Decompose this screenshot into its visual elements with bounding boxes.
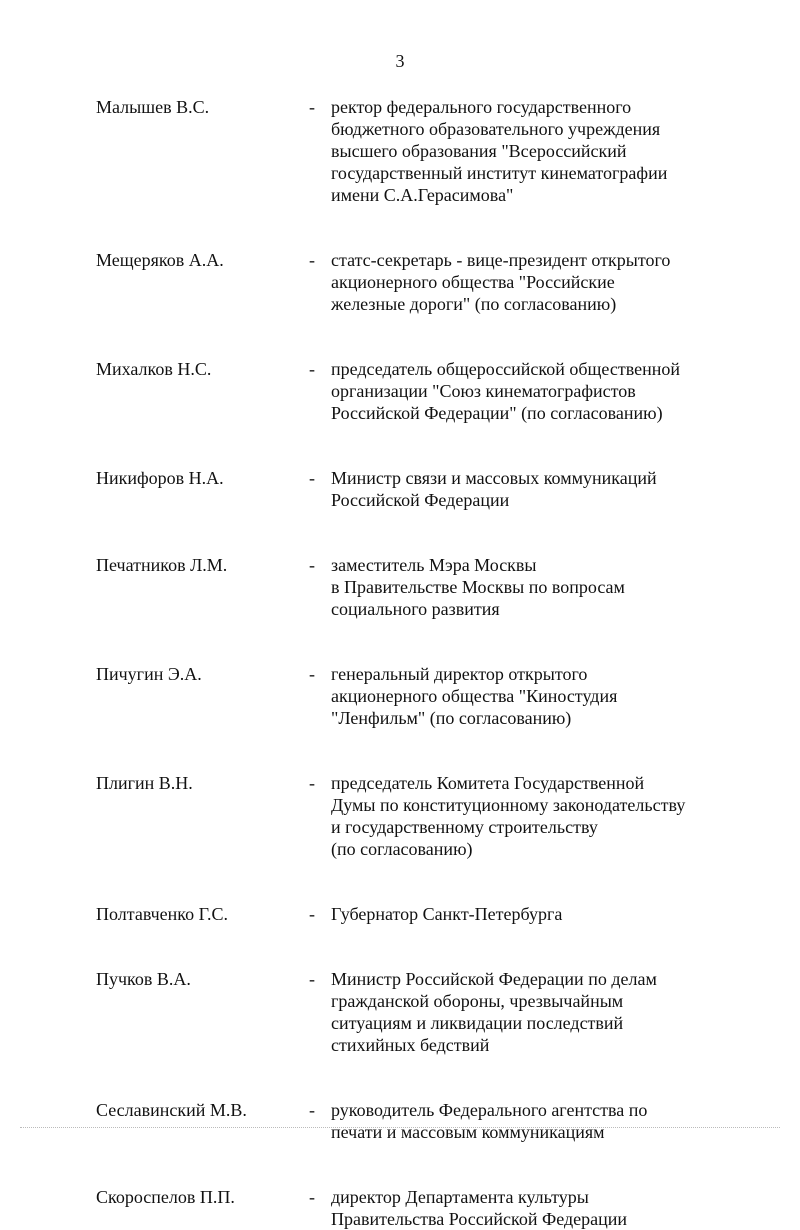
member-name: Плигин В.Н. [96, 773, 193, 793]
member-name: Никифоров Н.А. [96, 468, 224, 488]
member-name: Михалков Н.С. [96, 359, 212, 379]
position-line: председатель общероссийской общественной [331, 359, 680, 379]
member-position [331, 554, 731, 620]
position-line: директор Департамента культуры [331, 1187, 589, 1207]
member-name: Малышев В.С. [96, 97, 210, 117]
position-line: заместитель Мэра Москвы [331, 555, 537, 575]
dash-separator: - [309, 664, 315, 684]
position-line: Министр Российской Федерации по делам [331, 969, 657, 989]
position-line: ректор федерального государственного [331, 97, 632, 117]
position-line: и государственному строительству [331, 817, 598, 837]
dash-separator: - [309, 1187, 315, 1207]
position-line: генеральный директор открытого [331, 664, 588, 684]
dash-separator: - [309, 904, 315, 924]
position-line: ситуациям и ликвидации последствий [331, 1013, 624, 1033]
member-name: Пучков В.А. [96, 969, 191, 989]
position-line: Министр связи и массовых коммуникаций [331, 468, 657, 488]
position-line: Думы по конституционному законодательству [331, 795, 686, 815]
member-name: Скороспелов П.П. [96, 1187, 235, 1207]
position-line: гражданской обороны, чрезвычайным [331, 991, 624, 1011]
member-position [331, 772, 731, 860]
dash-separator: - [309, 1100, 315, 1120]
position-line: государственный институт кинематографии [331, 163, 668, 183]
member-position [331, 358, 731, 424]
position-line: социального развития [331, 599, 500, 619]
position-line: статс-секретарь - вице-президент открытого [331, 250, 671, 270]
member-name: Пичугин Э.А. [96, 664, 202, 684]
member-position [331, 1186, 731, 1230]
position-line: акционерного общества "Российские [331, 272, 615, 292]
bottom-divider [20, 1127, 780, 1128]
member-position [331, 1099, 731, 1143]
position-line: в Правительстве Москвы по вопросам [331, 577, 625, 597]
dash-separator: - [309, 969, 315, 989]
position-line: стихийных бедствий [331, 1035, 490, 1055]
dash-separator: - [309, 359, 315, 379]
position-line: (по согласованию) [331, 839, 473, 859]
position-line: Российской Федерации [331, 490, 510, 510]
position-line: Правительства Российской Федерации [331, 1209, 627, 1229]
position-line: имени С.А.Герасимова" [331, 185, 514, 205]
member-position [331, 249, 731, 315]
position-line: высшего образования "Всероссийский [331, 141, 627, 161]
position-line: "Ленфильм" (по согласованию) [331, 708, 572, 728]
member-name: Полтавченко Г.С. [96, 904, 229, 924]
dash-separator: - [309, 250, 315, 270]
dash-separator: - [309, 555, 315, 575]
member-position [331, 968, 731, 1056]
member-name: Печатников Л.М. [96, 555, 228, 575]
member-position [331, 467, 731, 511]
dash-separator: - [309, 468, 315, 488]
position-line: Губернатор Санкт-Петербурга [331, 904, 563, 924]
position-line: председатель Комитета Государственной [331, 773, 645, 793]
position-line: руководитель Федерального агентства по [331, 1100, 648, 1120]
member-name: Мещеряков А.А. [96, 250, 224, 270]
position-line: печати и массовым коммуникациям [331, 1122, 605, 1142]
position-line: Российской Федерации" (по согласованию) [331, 403, 663, 423]
dash-separator: - [309, 97, 315, 117]
dash-separator: - [309, 773, 315, 793]
member-position [331, 96, 731, 206]
member-name: Сеславинский М.В. [96, 1100, 247, 1120]
position-line: бюджетного образовательного учреждения [331, 119, 661, 139]
member-position [331, 663, 731, 729]
position-line: железные дороги" (по согласованию) [331, 294, 617, 314]
position-line: организации "Союз кинематографистов [331, 381, 636, 401]
page-number: 3 [395, 51, 405, 71]
position-line: акционерного общества "Киностудия [331, 686, 618, 706]
member-position [331, 903, 731, 925]
